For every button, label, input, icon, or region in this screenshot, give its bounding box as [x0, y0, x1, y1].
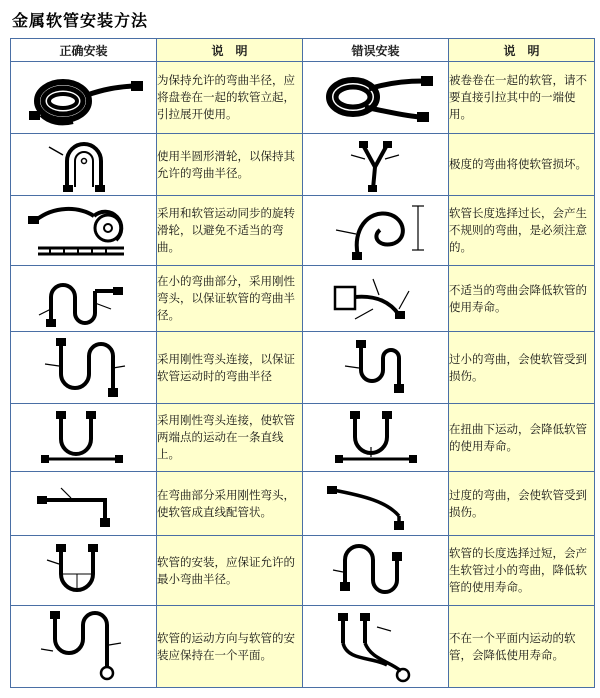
coiled-hose-pulled-from-middle-icon	[303, 67, 448, 129]
wrong-description: 过小的弯曲，会使软管受到损伤。	[449, 332, 595, 404]
rigid-elbow-connection-moving-hose-icon	[11, 336, 156, 400]
correct-figure-cell	[11, 266, 157, 332]
wrong-figure-cell	[303, 134, 449, 196]
motion-direction-same-plane-icon	[11, 609, 156, 685]
header-correct-description: 说 明	[157, 39, 303, 62]
rigid-elbow-straight-piping-icon	[11, 476, 156, 532]
correct-figure-cell	[11, 536, 157, 606]
wrong-description: 软管长度选择过长，会产生不规则的弯曲，是必须注意的。	[449, 196, 595, 266]
excessive-bend-damage-icon	[303, 476, 448, 532]
table-row	[11, 472, 595, 536]
wrong-description: 过度的弯曲，会使软管受到损伤。	[449, 472, 595, 536]
correct-figure-cell	[11, 472, 157, 536]
wrong-description: 极度的弯曲将使软管损坏。	[449, 134, 595, 196]
correct-description: 采用刚性弯头连接，使软管两端点的运动在一条直线上。	[157, 404, 303, 472]
wrong-figure-cell	[303, 196, 449, 266]
wrong-figure-cell	[303, 536, 449, 606]
table-row	[11, 196, 595, 266]
header-correct-install: 正确安装	[11, 39, 157, 62]
correct-description: 采用和软管运动同步的旋转滑轮，以避免不适当的弯曲。	[157, 196, 303, 266]
wrong-figure-cell	[303, 606, 449, 688]
wrong-figure-cell	[303, 62, 449, 134]
correct-figure-cell	[11, 606, 157, 688]
correct-figure-cell	[11, 62, 157, 134]
header-wrong-description: 说 明	[449, 39, 595, 62]
table-header	[11, 39, 595, 62]
correct-description: 在弯曲部分采用刚性弯头，使软管成直线配管状。	[157, 472, 303, 536]
rigid-elbow-at-small-bend-icon	[11, 269, 156, 329]
table-row	[11, 606, 595, 688]
correct-description: 采用刚性弯头连接，以保证软管运动时的弯曲半径	[157, 332, 303, 404]
wrong-figure-cell	[303, 404, 449, 472]
header-wrong-install: 错误安装	[303, 39, 449, 62]
table-row	[11, 404, 595, 472]
wrong-description: 在扭曲下运动，会降低软管的使用寿命。	[449, 404, 595, 472]
improper-bend-shortens-life-icon	[303, 269, 448, 329]
correct-figure-cell	[11, 196, 157, 266]
correct-figure-cell	[11, 134, 157, 196]
table-row	[11, 536, 595, 606]
wrong-description: 软管的长度选择过短，会产生软管过小的弯曲，降低软管的使用寿命。	[449, 536, 595, 606]
correct-figure-cell	[11, 332, 157, 404]
wrong-description: 不在一个平面内运动的软管，会降低使用寿命。	[449, 606, 595, 688]
hose-minimum-bend-radius-install-icon	[11, 540, 156, 602]
wrong-figure-cell	[303, 472, 449, 536]
motion-out-of-plane-icon	[303, 609, 448, 685]
table-row	[11, 332, 595, 404]
hose-with-synchronized-rotating-pulley-icon	[11, 200, 156, 262]
table-body	[11, 62, 595, 688]
hose-too-long-small-bend-icon	[303, 540, 448, 602]
correct-description: 使用半圆形滑轮，以保持其允许的弯曲半径。	[157, 134, 303, 196]
coiled-hose-standing-upright-icon	[11, 67, 156, 129]
too-small-bend-radius-icon	[303, 336, 448, 400]
correct-figure-cell	[11, 404, 157, 472]
table-row	[11, 62, 595, 134]
wrong-figure-cell	[303, 332, 449, 404]
wrong-description: 不适当的弯曲会降低软管的使用寿命。	[449, 266, 595, 332]
page-title: 金属软管安装方法	[12, 11, 149, 30]
hose-twisted-during-motion-icon	[303, 407, 448, 469]
hose-installation-table	[10, 38, 595, 688]
hose-sharply-bent-over-pin-icon	[303, 137, 448, 193]
correct-description: 软管的安装，应保证允许的最小弯曲半径。	[157, 536, 303, 606]
table-row	[11, 266, 595, 332]
table-header-row	[11, 39, 595, 62]
wrong-description: 被卷卷在一起的软管，请不要直接引拉其中的一端使用。	[449, 62, 595, 134]
correct-description: 在小的弯曲部分，采用刚性弯头，以保证软管的弯曲半径。	[157, 266, 303, 332]
correct-description: 为保持允许的弯曲半径，应将盘卷在一起的软管立起，引拉展开使用。	[157, 62, 303, 134]
rigid-elbows-both-ends-straight-line-icon	[11, 407, 156, 469]
hose-over-semicircular-sheave-icon	[11, 137, 156, 193]
hose-too-long-irregular-bend-icon	[303, 200, 448, 262]
correct-description: 软管的运动方向与软管的安装应保持在一个平面。	[157, 606, 303, 688]
wrong-figure-cell	[303, 266, 449, 332]
table-row	[11, 134, 595, 196]
